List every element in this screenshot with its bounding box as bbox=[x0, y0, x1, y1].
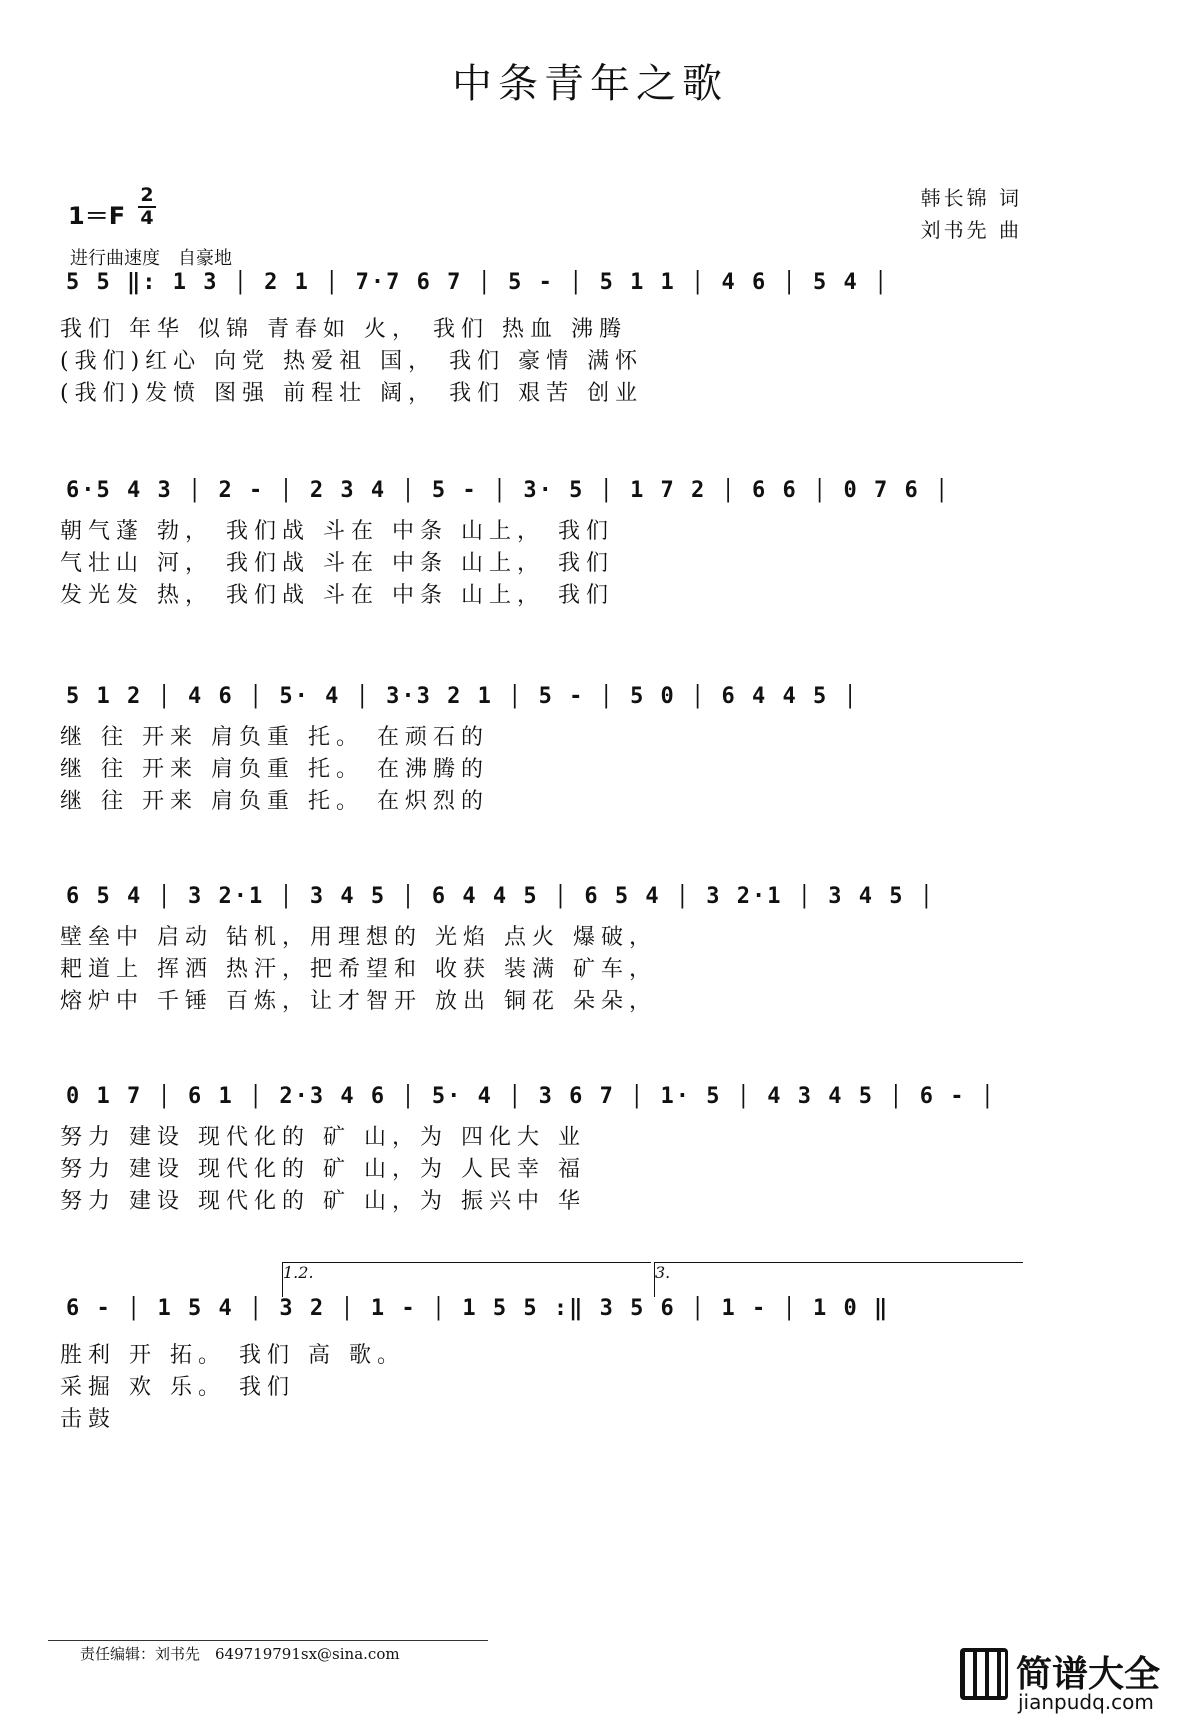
volta-label-2: 3. bbox=[655, 1263, 671, 1282]
volta-label-1: 1.2. bbox=[283, 1263, 314, 1282]
brand-url: jianpudq.com bbox=[1018, 1690, 1154, 1714]
tempo-marking: 进行曲速度 自豪地 bbox=[70, 248, 232, 269]
lyrics-verse-2: 努力 建设 现代化的 矿 山，为 人民幸 福 bbox=[60, 1157, 586, 1182]
volta-bracket-1 bbox=[282, 1262, 651, 1297]
lyrics-verse-2: 气壮山 河， 我们战 斗在 中条 山上， 我们 bbox=[60, 551, 614, 576]
footer-divider bbox=[48, 1640, 488, 1641]
time-signature bbox=[138, 185, 156, 229]
composer-credit: 刘书先 曲 bbox=[920, 218, 1022, 242]
lyrics-verse-2: 采掘 欢 乐。 我们 bbox=[60, 1375, 295, 1400]
brand-name: 简谱大全 bbox=[1016, 1654, 1161, 1695]
lyrics-verse-3: 努力 建设 现代化的 矿 山，为 振兴中 华 bbox=[60, 1189, 586, 1214]
piano-keys-icon bbox=[958, 1644, 1010, 1704]
lyrics-verse-1: 壁垒中 启动 钻机，用理想的 光焰 点火 爆破， bbox=[60, 925, 657, 950]
lyrics-verse-3: 击鼓 bbox=[60, 1407, 117, 1432]
notation-line: 0 1 7 │ 6 1 │ 2·3 4 6 │ 5· 4 │ 3 6 7 │ 1· 5 │ 4 3 4 5 │ 6 - │ bbox=[66, 1084, 996, 1109]
page-title: 中条青年之歌 bbox=[452, 61, 728, 107]
lyricist-credit: 韩长锦 词 bbox=[920, 186, 1022, 210]
notation-line: 6 5 4 │ 3 2·1 │ 3 4 5 │ 6 4 4 5 │ 6 5 4 │ 3 2·1 │ 3 4 5 │ bbox=[66, 884, 935, 909]
volta-bracket-2 bbox=[654, 1262, 1023, 1297]
lyrics-verse-3: 继 往 开来 肩负重 托。 在炽烈的 bbox=[60, 789, 489, 814]
notation-line: 6 - │ 1 5 4 │ 3 2 │ 1 - │ 1 5 5 :‖ 3 5 6 │ 1 - │ 1 0 ‖ bbox=[66, 1296, 890, 1321]
notation-line: 5 5 ‖: 1 3 │ 2 1 │ 7·7 6 7 │ 5 - │ 5 1 1 │ 4 6 │ 5 4 │ bbox=[66, 270, 890, 295]
site-logo[interactable] bbox=[958, 1644, 1168, 1714]
lyrics-verse-3: 熔炉中 千锤 百炼，让才智开 放出 铜花 朵朵， bbox=[60, 989, 657, 1014]
lyrics-verse-2: 继 往 开来 肩负重 托。 在沸腾的 bbox=[60, 757, 489, 782]
footer-editor: 责任编辑：刘书先 649719791sx@sina.com bbox=[80, 1645, 400, 1663]
lyrics-verse-1: 胜利 开 拓。 我们 高 歌。 bbox=[60, 1343, 405, 1368]
notation-line: 5 1 2 │ 4 6 │ 5· 4 │ 3·3 2 1 │ 5 - │ 5 0 │ 6 4 4 5 │ bbox=[66, 684, 859, 709]
lyrics-verse-1: 朝气蓬 勃， 我们战 斗在 中条 山上， 我们 bbox=[60, 519, 614, 544]
lyrics-verse-1: 继 往 开来 肩负重 托。 在顽石的 bbox=[60, 725, 489, 750]
notation-line: 6·5 4 3 │ 2 - │ 2 3 4 │ 5 - │ 3· 5 │ 1 7 2 │ 6 6 │ 0 7 6 │ bbox=[66, 478, 951, 503]
time-signature-top: 2 bbox=[140, 184, 154, 206]
lyrics-verse-1: 我们 年华 似锦 青春如 火， 我们 热血 沸腾 bbox=[60, 317, 627, 342]
lyrics-verse-1: 努力 建设 现代化的 矿 山，为 四化大 业 bbox=[60, 1125, 586, 1150]
lyrics-verse-2: 耙道上 挥洒 热汗，把希望和 收获 装满 矿车， bbox=[60, 957, 657, 982]
key-signature: 1＝F bbox=[68, 202, 126, 230]
lyrics-verse-2: (我们)红心 向党 热爱祖 国， 我们 豪情 满怀 bbox=[60, 349, 644, 374]
lyrics-verse-3: (我们)发愤 图强 前程壮 阔， 我们 艰苦 创业 bbox=[60, 381, 644, 406]
time-signature-bottom: 4 bbox=[138, 206, 156, 229]
lyrics-verse-3: 发光发 热， 我们战 斗在 中条 山上， 我们 bbox=[60, 583, 614, 608]
